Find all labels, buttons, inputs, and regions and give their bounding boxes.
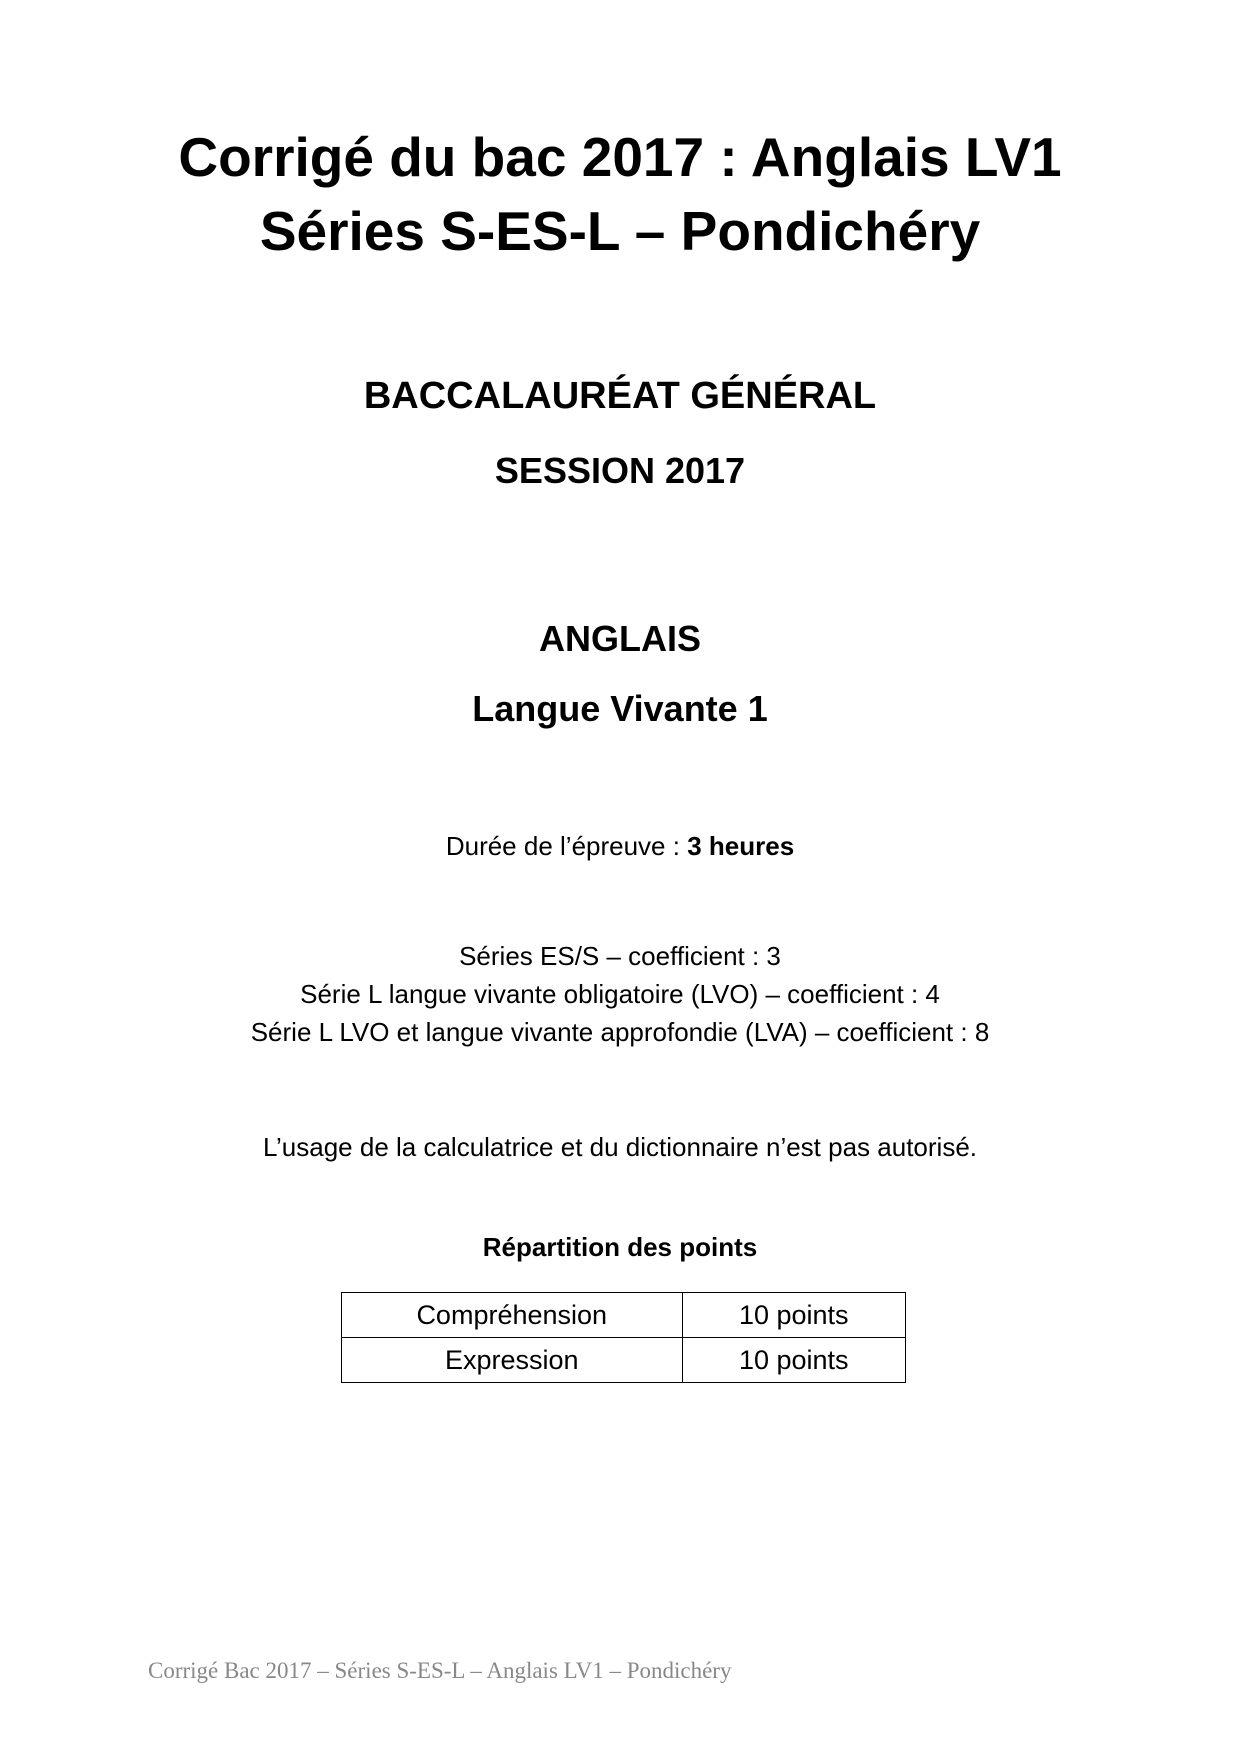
points-table (341, 1292, 906, 1383)
table-row (342, 1338, 906, 1383)
usage-note: L’usage de la calculatrice et du dictionnaire n’est pas autorisé. (263, 1132, 977, 1162)
page-footer: Corrigé Bac 2017 – Séries S-ES-L – Anglais LV1 – Pondichéry (148, 1658, 732, 1683)
points-row-label: Expression (342, 1338, 683, 1383)
exam-subject: ANGLAIS (539, 618, 701, 659)
exam-session: SESSION 2017 (494, 450, 746, 491)
table-row (342, 1293, 906, 1338)
points-row-value: 10 points (682, 1338, 906, 1383)
exam-language-level: Langue Vivante 1 (472, 688, 768, 729)
document-title (0, 120, 1240, 268)
points-row-label: Compréhension (342, 1293, 683, 1338)
exam-name: BACCALAURÉAT GÉNÉRAL (363, 375, 877, 417)
title-line-1: Corrigé du bac 2017 : Anglais LV1 (178, 126, 1062, 188)
coefficient-line: Série L LVO et langue vivante approfondie (LVA) – coefficient : 8 (250, 1017, 990, 1047)
coefficients-block (0, 937, 1240, 1051)
title-line-2: Séries S-ES-L – Pondichéry (259, 200, 981, 262)
points-heading: Répartition des points (482, 1232, 758, 1262)
points-row-value: 10 points (682, 1293, 906, 1338)
duration-value: 3 heures (687, 831, 795, 861)
duration-label: Durée de l’épreuve : (445, 831, 688, 861)
coefficient-line: Séries ES/S – coefficient : 3 (459, 941, 781, 971)
exam-duration (0, 827, 1240, 865)
coefficient-line: Série L langue vivante obligatoire (LVO) – coefficient : 4 (300, 979, 940, 1009)
